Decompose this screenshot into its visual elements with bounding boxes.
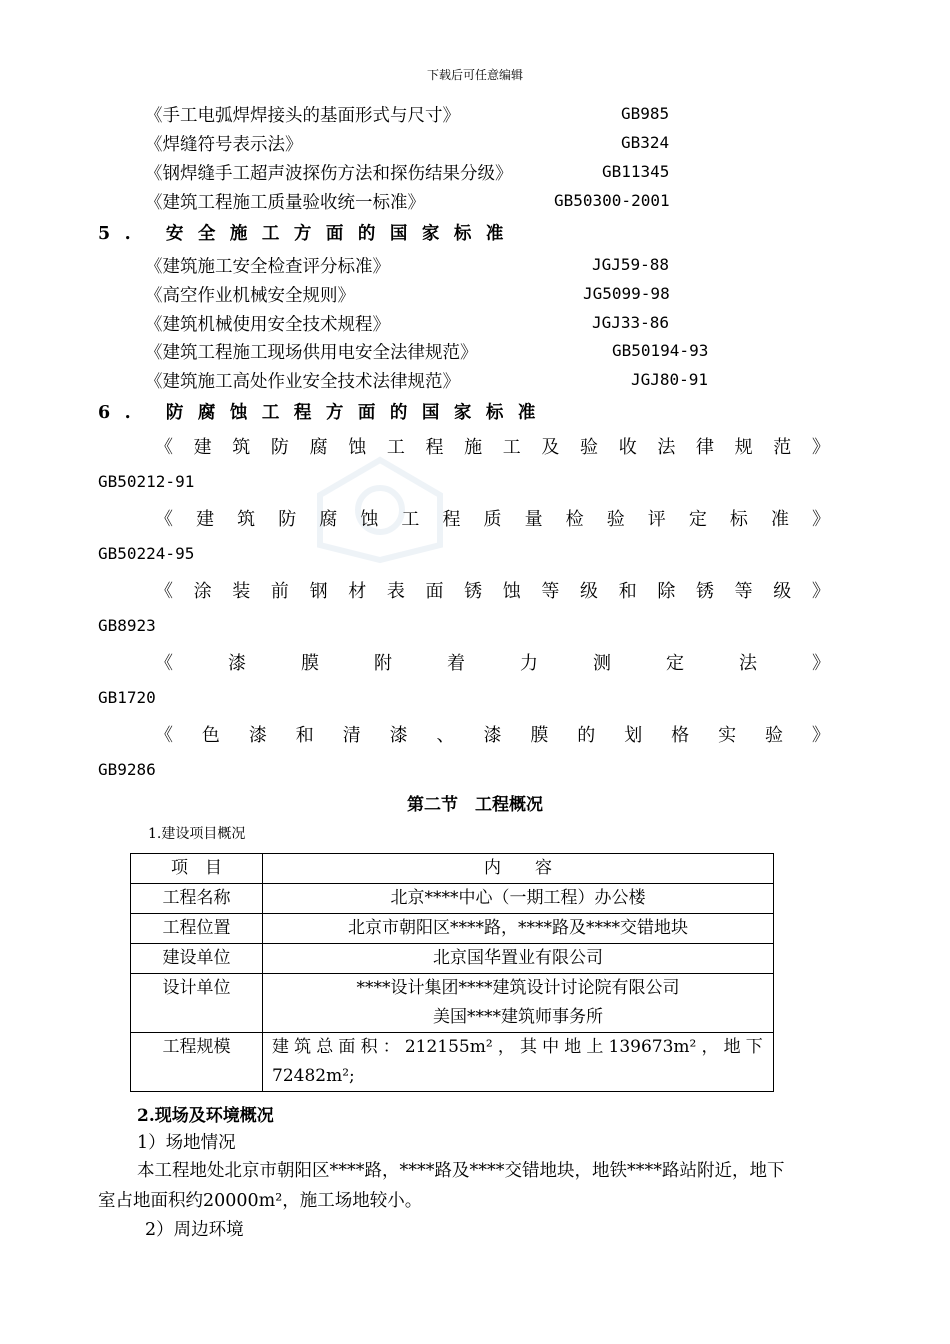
table-row [131, 884, 774, 914]
project-overview-table [130, 853, 774, 1092]
table-header-row [131, 854, 774, 884]
standard-name: 《建筑工程施工质量验收统一标准》 [145, 193, 425, 213]
standard-code: GB324 [621, 133, 670, 152]
table-value: 北京市朝阳区****路，****路及****交错地块 [263, 914, 774, 944]
standard-name: 《建筑施工安全检查评分标准》 [145, 257, 390, 277]
justified-standard-name: 《 建 筑 防 腐 蚀 工 程 施 工 及 验 收 法 律 规 范 》 [155, 437, 830, 458]
section-5-number: 5. [98, 224, 146, 244]
subsection-title: 1.建设项目概况 [148, 826, 246, 842]
table-row [131, 914, 774, 944]
section-6-number: 6. [98, 403, 146, 423]
section-5-heading [98, 220, 518, 245]
table-row [131, 974, 774, 1033]
page-header: 下载后可任意编辑 [426, 68, 523, 82]
table-header-cell: 内 容 [263, 854, 774, 884]
standard-name: 《手工电弧焊焊接头的基面形式与尺寸》 [145, 106, 460, 126]
table-label: 建设单位 [131, 944, 263, 974]
standard-code: JGJ80-91 [631, 370, 709, 389]
table-row [131, 1033, 774, 1092]
scale-line-1: 建 筑 总 面 积 ： 212155m² ， 其 中 地 上 139673m² ， 地 下 [272, 1037, 763, 1057]
section-5-title: 安全施工方面的国家标准 [165, 224, 518, 244]
standard-name: 《高空作业机械安全规则》 [145, 286, 355, 306]
standard-name: 《建筑机械使用安全技术规程》 [145, 315, 390, 335]
justified-standard-name: 《 色 漆 和 清 漆 、 漆 膜 的 划 格 实 验 》 [155, 725, 830, 746]
subsection-title: 2.现场及环境概况 [137, 1106, 274, 1126]
table-label: 工程名称 [131, 884, 263, 914]
table-value: 北京国华置业有限公司 [263, 944, 774, 974]
standard-code: JG5099-98 [583, 284, 670, 303]
scale-line-2: 72482m²; [272, 1066, 355, 1086]
standard-code: JGJ33-86 [592, 313, 670, 332]
standard-code: GB985 [621, 104, 670, 123]
site-paragraph-line-1: 本工程地处北京市朝阳区****路，****路及****交错地块，地铁****路站附近，地下 [137, 1161, 785, 1181]
standard-code: JGJ59-88 [592, 255, 670, 274]
site-title: 1）场地情况 [137, 1133, 236, 1153]
justified-standard-name: 《 漆 膜 附 着 力 测 定 法 》 [155, 653, 830, 674]
standard-code: GB50212-91 [98, 472, 195, 491]
table-value [263, 974, 774, 1033]
design-unit-line-1: ****设计集团****建筑设计讨论院有限公司 [356, 978, 680, 998]
table-label: 设计单位 [131, 974, 263, 1033]
site-paragraph-line-2: 室占地面积约20000m²，施工场地较小。 [98, 1191, 423, 1211]
standard-code: GB9286 [98, 760, 156, 779]
standard-name: 《焊缝符号表示法》 [145, 135, 303, 155]
justified-standard-name: 《 建 筑 防 腐 蚀 工 程 质 量 检 验 评 定 标 准 》 [155, 509, 830, 530]
standard-code: GB8923 [98, 616, 156, 635]
surround-title: 2）周边环境 [145, 1220, 244, 1240]
standard-name: 《建筑工程施工现场供用电安全法律规范》 [145, 343, 478, 363]
table-value [263, 1033, 774, 1092]
standard-code: GB50194-93 [612, 341, 709, 360]
standard-code: GB50300-2001 [554, 191, 670, 210]
table-value: 北京****中心（一期工程）办公楼 [263, 884, 774, 914]
table-label: 工程规模 [131, 1033, 263, 1092]
section-6-title: 防腐蚀工程方面的国家标准 [165, 403, 550, 423]
section-title: 第二节 工程概况 [407, 795, 543, 815]
table-label: 工程位置 [131, 914, 263, 944]
section-6-heading [98, 399, 550, 424]
standard-name: 《钢焊缝手工超声波探伤方法和探伤结果分级》 [145, 164, 513, 184]
standard-code: GB11345 [602, 162, 670, 181]
table-header-cell: 项 目 [131, 854, 263, 884]
justified-standard-name: 《 涂 装 前 钢 材 表 面 锈 蚀 等 级 和 除 锈 等 级 》 [155, 581, 830, 602]
standard-code: GB1720 [98, 688, 156, 707]
table-row [131, 944, 774, 974]
standard-name: 《建筑施工高处作业安全技术法律规范》 [145, 372, 460, 392]
design-unit-line-2: 美国****建筑师事务所 [433, 1007, 603, 1027]
standard-code: GB50224-95 [98, 544, 195, 563]
